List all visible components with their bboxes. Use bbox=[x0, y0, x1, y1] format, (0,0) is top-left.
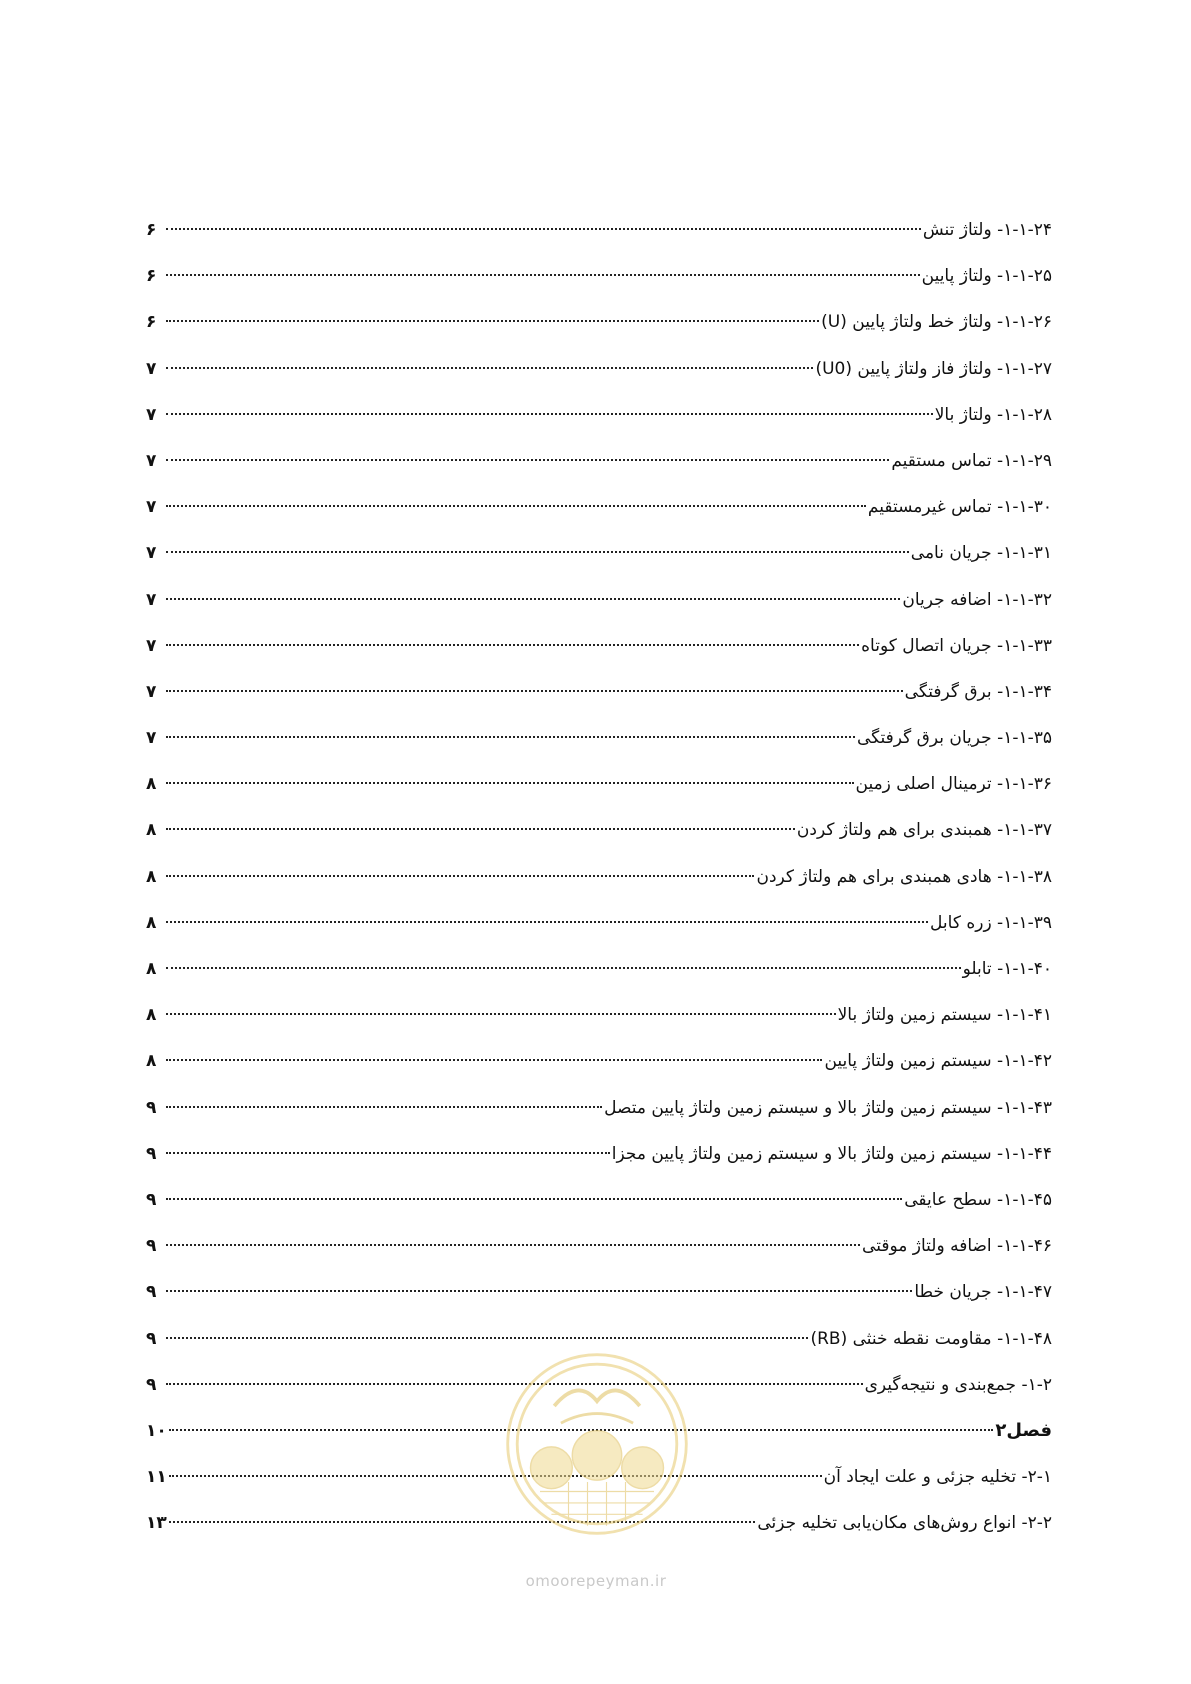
toc-entry-title: ۱-۱-۲۸- ولتاژ بالا bbox=[934, 404, 1052, 425]
toc-entry[interactable] bbox=[146, 588, 1052, 634]
toc-page-number: ۹ bbox=[146, 1143, 157, 1164]
toc-entry-title: ۲-۲- انواع روش‌های مکان‌یابی تخلیه جزئی bbox=[757, 1513, 1052, 1534]
toc-page-number: ۸ bbox=[146, 774, 157, 795]
toc-entry-title: ۱-۱-۴۸- مقاومت نقطه خنثی (RB) bbox=[810, 1328, 1052, 1349]
toc-page-number: ۶ bbox=[146, 312, 157, 333]
toc-page-number: ۷ bbox=[146, 450, 157, 471]
toc-page-number: ۹ bbox=[146, 1189, 157, 1210]
toc-entry-title: ۱-۱-۳۰- تماس غیرمستقیم bbox=[867, 497, 1052, 518]
dot-leader bbox=[166, 228, 921, 230]
toc-entry[interactable] bbox=[146, 865, 1052, 911]
dot-leader bbox=[166, 551, 909, 553]
toc-page-number: ۷ bbox=[146, 358, 157, 379]
toc-entry-title: ۱-۱-۲۵- ولتاژ پایین bbox=[921, 266, 1052, 287]
toc-page-number: ۸ bbox=[146, 1005, 157, 1026]
toc-page-number: ۱۳ bbox=[146, 1513, 167, 1534]
dot-leader bbox=[166, 921, 928, 923]
toc-entry[interactable] bbox=[146, 449, 1052, 495]
toc-entry[interactable] bbox=[146, 264, 1052, 310]
toc-page-number: ۹ bbox=[146, 1328, 157, 1349]
dot-leader bbox=[166, 274, 920, 276]
toc-entry-title: ۱-۱-۳۷- همبندی برای هم ولتاژ کردن bbox=[796, 820, 1052, 841]
toc-entry-title: ۱-۱-۳۱- جریان نامی bbox=[910, 543, 1052, 564]
toc-entry[interactable] bbox=[146, 772, 1052, 818]
dot-leader bbox=[166, 967, 961, 969]
watermark-logo bbox=[502, 1349, 692, 1539]
toc-entry[interactable] bbox=[146, 818, 1052, 864]
toc-entry[interactable] bbox=[146, 726, 1052, 772]
toc-entry-title: ۱-۱-۴۶- اضافه ولتاژ موقتی bbox=[862, 1236, 1052, 1257]
dot-leader bbox=[166, 828, 795, 830]
toc-page-number: ۷ bbox=[146, 404, 157, 425]
toc-entry[interactable] bbox=[146, 634, 1052, 680]
toc-entry-title: ۱-۱-۳۵- جریان برق گرفتگی bbox=[856, 728, 1052, 749]
toc-entry[interactable] bbox=[146, 680, 1052, 726]
dot-leader bbox=[166, 690, 903, 692]
dot-leader bbox=[166, 1059, 822, 1061]
toc-page-number: ۷ bbox=[146, 589, 157, 610]
toc-entry-title: ۱-۱-۴۳- سیستم زمین ولتاژ بالا و سیستم زمین ولتاژ پایین متصل bbox=[604, 1097, 1052, 1118]
toc-entry[interactable] bbox=[146, 1003, 1052, 1049]
dot-leader bbox=[166, 505, 866, 507]
toc-entry-title: ۱-۱-۲۴- ولتاژ تنش bbox=[922, 220, 1052, 240]
toc-entry[interactable] bbox=[146, 310, 1052, 356]
toc-entry-title: ۱-۲- جمع‌بندی و نتیجه‌گیری bbox=[864, 1374, 1052, 1395]
watermark-site: omoorepeyman.ir bbox=[525, 1572, 667, 1590]
toc-entry[interactable] bbox=[146, 1234, 1052, 1280]
dot-leader bbox=[166, 875, 754, 877]
toc-entry-title: ۱-۱-۳۴- برق گرفتگی bbox=[904, 681, 1052, 702]
toc-page-number: ۷ bbox=[146, 497, 157, 518]
toc-page-number: ۹ bbox=[146, 1374, 157, 1395]
dot-leader bbox=[166, 598, 900, 600]
toc-entry[interactable] bbox=[146, 1049, 1052, 1095]
toc-page-number: ۷ bbox=[146, 543, 157, 564]
dot-leader bbox=[166, 1337, 808, 1339]
toc-entry[interactable] bbox=[146, 911, 1052, 957]
toc-page-number: ۸ bbox=[146, 912, 157, 933]
toc-page-number: ۹ bbox=[146, 1236, 157, 1257]
toc-entry-title: ۱-۱-۲۹- تماس مستقیم bbox=[891, 450, 1052, 471]
toc-entry[interactable] bbox=[146, 1142, 1052, 1188]
dot-leader bbox=[166, 1152, 610, 1154]
toc-entry-title: ۱-۱-۲۶- ولتاژ خط ولتاژ پایین (U) bbox=[821, 312, 1052, 333]
dot-leader bbox=[166, 459, 889, 461]
toc-page-number: ۷ bbox=[146, 728, 157, 749]
dot-leader bbox=[169, 1475, 822, 1477]
toc-page-number: ۷ bbox=[146, 635, 157, 656]
dot-leader bbox=[166, 782, 854, 784]
toc-entry-title: ۱-۱-۴۰- تابلو bbox=[962, 959, 1052, 979]
toc-page-number: ۱۱ bbox=[146, 1467, 167, 1488]
dot-leader bbox=[166, 1290, 912, 1292]
toc-page-number: ۸ bbox=[146, 959, 157, 979]
toc-entry[interactable] bbox=[146, 403, 1052, 449]
toc-page-number: ۸ bbox=[146, 1051, 157, 1072]
toc-entry-title: ۱-۱-۳۶- ترمینال اصلی زمین bbox=[855, 774, 1052, 795]
toc-entry-title: ۱-۱-۴۲- سیستم زمین ولتاژ پایین bbox=[824, 1051, 1052, 1072]
toc-entry-title: ۱-۱-۴۱- سیستم زمین ولتاژ بالا bbox=[837, 1005, 1052, 1026]
toc-entry-title: فصل۲ bbox=[995, 1419, 1052, 1441]
toc-page-number: ۶ bbox=[146, 266, 157, 287]
toc-page-number: ۷ bbox=[146, 681, 157, 702]
toc-entry[interactable] bbox=[146, 541, 1052, 587]
toc-entry-title: ۱-۱-۴۵- سطح عایقی bbox=[904, 1189, 1052, 1210]
toc-entry-title: ۱-۱-۴۴- سیستم زمین ولتاژ بالا و سیستم زمین ولتاژ پایین مجزا bbox=[611, 1143, 1052, 1164]
dot-leader bbox=[166, 1106, 602, 1108]
dot-leader bbox=[166, 413, 933, 415]
toc-entry[interactable] bbox=[146, 957, 1052, 1003]
toc-entry[interactable] bbox=[146, 357, 1052, 403]
dot-leader bbox=[166, 1013, 836, 1015]
toc-page-number: ۸ bbox=[146, 820, 157, 841]
dot-leader bbox=[166, 320, 819, 322]
toc-entry-title: ۱-۱-۳۸- هادی همبندی برای هم ولتاژ کردن bbox=[756, 866, 1052, 887]
dot-leader bbox=[166, 736, 855, 738]
toc-entry-title: ۱-۱-۳۳- جریان اتصال کوتاه bbox=[861, 635, 1052, 656]
toc-entry[interactable] bbox=[146, 1096, 1052, 1142]
dot-leader bbox=[166, 1244, 860, 1246]
dot-leader bbox=[166, 367, 813, 369]
toc-entry-title: ۱-۱-۴۷- جریان خطا bbox=[914, 1282, 1052, 1303]
dot-leader bbox=[166, 644, 859, 646]
toc-entry-title: ۱-۱-۲۷- ولتاژ فاز ولتاژ پایین (U0) bbox=[815, 358, 1052, 379]
toc-page-number: ۶ bbox=[146, 220, 157, 240]
toc-entry[interactable] bbox=[146, 1188, 1052, 1234]
toc-page-number: ۹ bbox=[146, 1097, 157, 1118]
toc-entry[interactable] bbox=[146, 1280, 1052, 1326]
dot-leader bbox=[166, 1198, 902, 1200]
toc-entry-title: ۲-۱- تخلیه جزئی و علت ایجاد آن bbox=[823, 1467, 1052, 1488]
toc-entry[interactable] bbox=[146, 495, 1052, 541]
toc-entry[interactable] bbox=[146, 218, 1052, 264]
toc-page-number: ۹ bbox=[146, 1282, 157, 1303]
toc-page-number: ۱۰ bbox=[146, 1420, 167, 1441]
toc-entry-title: ۱-۱-۳۲- اضافه جریان bbox=[902, 589, 1052, 610]
toc-page-number: ۸ bbox=[146, 866, 157, 887]
toc-entry-title: ۱-۱-۳۹- زره کابل bbox=[930, 912, 1052, 933]
